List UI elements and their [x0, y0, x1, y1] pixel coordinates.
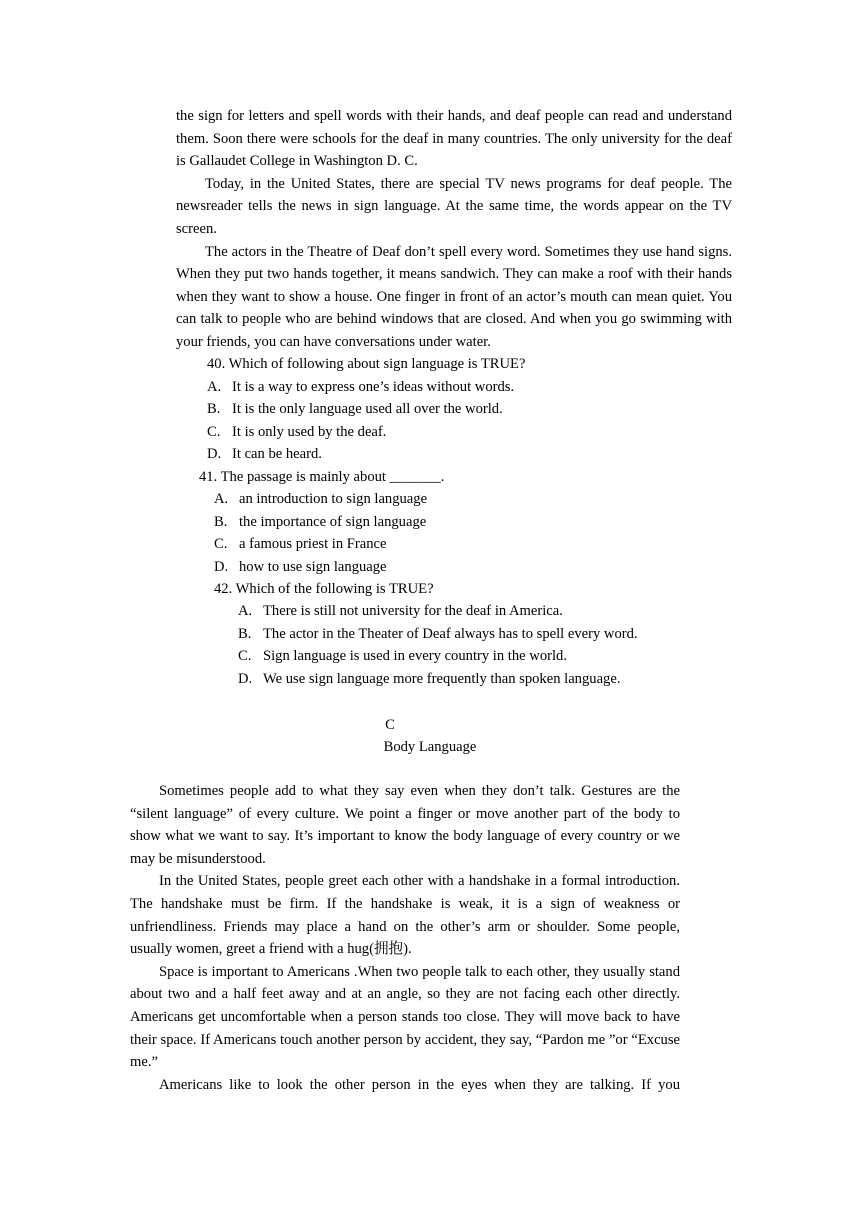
question-42-option-a: [238, 600, 738, 623]
question-41-stem: 41. The passage is mainly about _______.: [199, 469, 445, 485]
option-letter: C.: [238, 648, 252, 665]
option-text: how to use sign language: [239, 558, 387, 575]
question-41: [199, 466, 719, 489]
option-letter: D.: [238, 670, 253, 687]
question-41-option-b: [214, 511, 714, 534]
question-42-option-c: [238, 645, 738, 668]
passage-b: [176, 105, 732, 354]
option-letter: C.: [214, 536, 228, 553]
option-letter: A.: [238, 603, 253, 619]
passage-b-paragraph-3: The actors in the Theatre of Deaf don’t spell every word. Sometimes they use hand signs. When they put two hands together, it means sandwich. They can make a roof with their hands when they want to show a house. One finger in front of an actor’s mouth can mean quiet. You can talk to people who are behind windows that are closed. And when you go swimming with your friends, you can have conversations under water.: [176, 243, 732, 350]
question-40-option-a: [207, 376, 727, 399]
question-40-option-d: [207, 443, 727, 466]
question-42: [214, 578, 734, 601]
passage-b-paragraph-2: Today, in the United States, there are special TV news programs for deaf people. The newsreader tells the news in sign language. At the same time, the words appear on the TV screen.: [176, 175, 732, 237]
question-41-option-a: [214, 488, 714, 511]
question-40: [207, 353, 727, 466]
section-c-paragraph-4: Americans like to look the other person in the eyes when they are talking. If you: [159, 1076, 680, 1093]
question-42-stem: 42. Which of the following is TRUE?: [214, 581, 434, 597]
question-40-option-b: [207, 398, 727, 421]
option-text: an introduction to sign language: [239, 491, 428, 507]
option-text: a famous priest in France: [239, 536, 387, 553]
section-c-label: C: [385, 717, 395, 733]
section-c-paragraph-3: Space is important to Americans .When two people talk to each other, they usually stand about two and a half feet away and at an angle, so they are not facing each other directly. Americans get uncomfortable when a person stands too close. They will move back to have their space. If Americans touch another person by accident, they say, “Pardon me ”or “Excuse me.”: [130, 963, 680, 1071]
option-letter: B.: [207, 401, 221, 418]
option-text: There is still not university for the deaf in America.: [263, 603, 563, 619]
option-text: The actor in the Theater of Deaf always has to spell every word.: [263, 625, 638, 642]
option-text: We use sign language more frequently than spoken language.: [263, 670, 621, 687]
section-c-title: Body Language: [383, 739, 477, 755]
option-letter: A.: [214, 491, 229, 507]
option-letter: D.: [214, 558, 229, 575]
option-text: Sign language is used in every country in the world.: [263, 648, 567, 665]
question-40-option-c: [207, 421, 727, 444]
option-text: It is the only language used all over the world.: [232, 401, 503, 418]
question-41-option-d: [214, 556, 714, 579]
option-letter: D.: [207, 446, 222, 463]
question-42-option-b: [238, 623, 738, 646]
option-text: It can be heard.: [232, 446, 322, 463]
option-letter: B.: [214, 513, 228, 530]
option-letter: C.: [207, 423, 221, 440]
section-c-body: [130, 780, 680, 1096]
question-41-options: [214, 488, 714, 578]
question-40-stem: 40. Which of following about sign language is TRUE?: [207, 356, 526, 372]
section-c-paragraph-2: In the United States, people greet each other with a handshake in a formal introduction. The handshake must be firm. If the handshake is weak, it is a sign of weakness or unfriendliness. Friends may place a hand on the other’s arm or shoulder. Some people, usually women, greet a friend with a hug(拥抱).: [130, 873, 680, 958]
question-41-option-c: [214, 533, 714, 556]
passage-b-paragraph-1: the sign for letters and spell words with their hands, and deaf people can read and understand them. Soon there were schools for the deaf in many countries. The only university for the deaf is Gallaudet College in Washington D. C.: [176, 108, 732, 170]
option-text: It is only used by the deaf.: [232, 423, 387, 440]
option-letter: B.: [238, 625, 252, 642]
option-letter: A.: [207, 378, 222, 395]
question-42-options: [238, 600, 738, 690]
section-c-paragraph-1: Sometimes people add to what they say even when they don’t talk. Gestures are the “silent language” of every culture. We point a finger or move another part of the body to show what we want to say. It’s important to know the body language of every country or we may be misunderstood.: [130, 783, 680, 867]
option-text: the importance of sign language: [239, 513, 427, 530]
question-42-option-d: [238, 668, 738, 691]
option-text: It is a way to express one’s ideas without words.: [232, 378, 515, 395]
